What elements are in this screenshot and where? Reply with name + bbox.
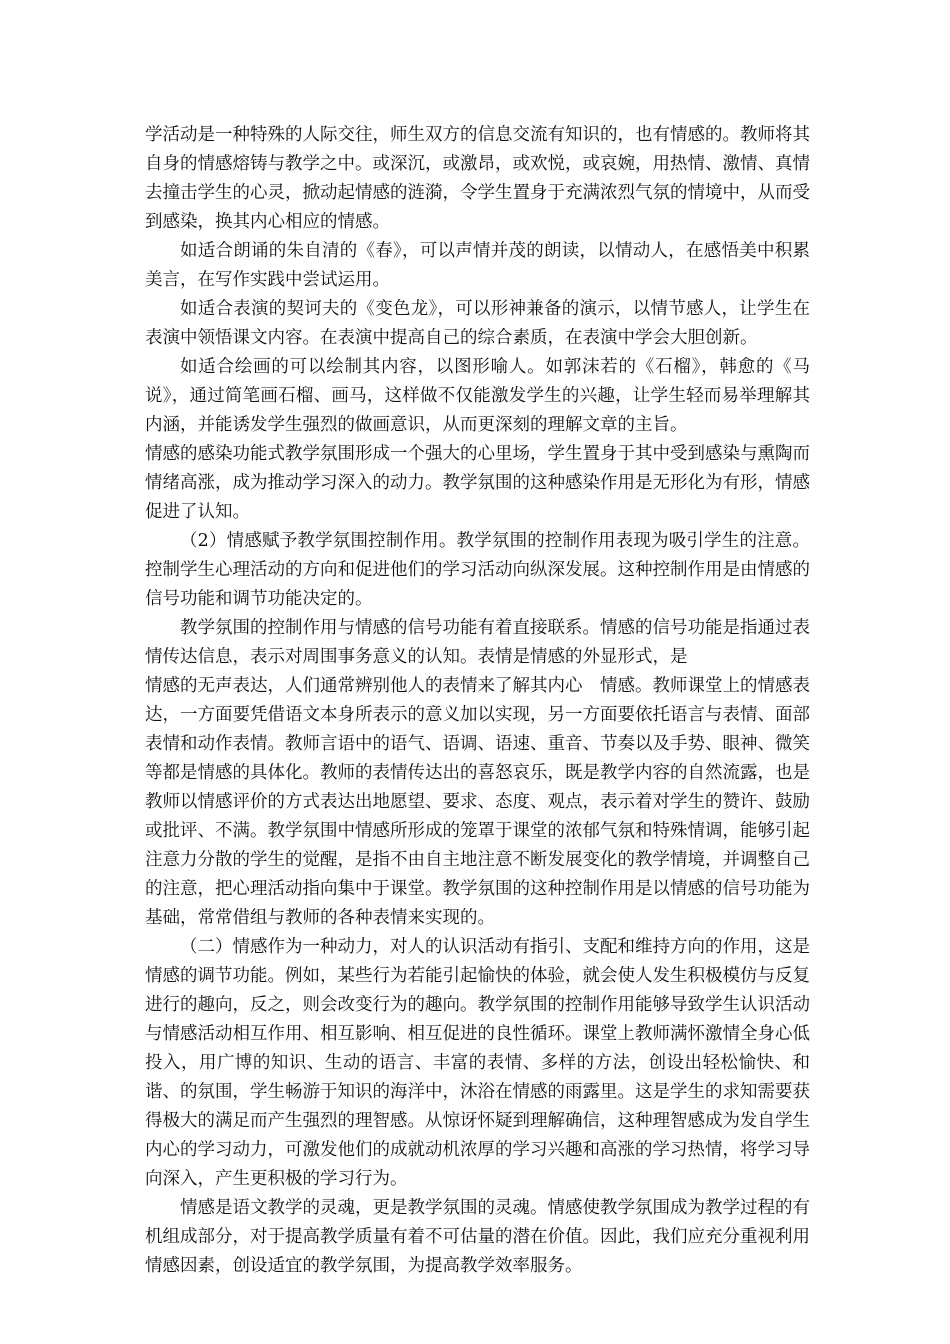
paragraph: （二）情感作为一种动力，对人的认识活动有指引、支配和维持方向的作用，这是情感的调节功能。例如，某些行为若能引起愉快的体验，就会使人发生积极模仿与反复进行的趣向，反之，则会改变行为的趣向。教学氛围的控制作用能够导致学生认识活动与情感活动相互作用、相互影响、相互促进的良性循环。课堂上教师满怀激情全身心低投入，用广博的知识、生动的语言、丰富的表情、多样的方法，创设出轻松愉快、和谐、的氛围，学生畅游于知识的海洋中，沐浴在情感的雨露里。这是学生的求知需要获得极大的满足而产生强烈的理智感。从惊讶怀疑到理解确信，这种理智感成为发自学生内心的学习动力，可激发他们的成就动机浓厚的学习兴趣和高涨的学习热情，将学习导向深入，产生更积极的学习行为。 — [145, 937, 810, 1189]
paragraph: 情感的无声表达，人们通常辨别他人的表情来了解其内心 情感。教师课堂上的情感表达，一方面要凭借语文本身所表示的意义加以实现，另一方面要依托语言与表情、面部表情和动作表情。教师言语中的语气、语调、语速、重音、节奏以及手势、眼神、微笑等都是情感的具体化。教师的表情传达出的喜怒哀乐，既是教学内容的自然流露，也是教师以情感评价的方式表达出地愿望、要求、态度、观点，表示着对学生的赞许、鼓励或批评、不满。教学氛围中情感所形成的笼罩于课堂的浓郁气氛和特殊情调，能够引起注意力分散的学生的觉醒，是指不由自主地注意不断发展变化的教学情境，并调整自己的注意，把心理活动指向集中于课堂。教学氛围的这种控制作用是以情感的信号功能为基础，常常借组与教师的各种表情来实现的。 — [145, 676, 810, 928]
paragraph: 教学氛围的控制作用与情感的信号功能有着直接联系。情感的信号功能是指通过表情传达信息，表示对周围事务意义的认知。表情是情感的外显形式，是 — [145, 618, 810, 667]
paragraph: （2）情感赋予教学氛围控制作用。教学氛围的控制作用表现为吸引学生的注意。控制学生心理活动的方向和促进他们的学习活动向纵深发展。这种控制作用是由情感的信号功能和调节功能决定的。 — [145, 531, 810, 609]
paragraph: 如适合绘画的可以绘制其内容，以图形喻人。如郭沫若的《石榴》，韩愈的《马说》，通过简笔画石榴、画马，这样做不仅能激发学生的兴趣，让学生轻而易举理解其内涵，并能诱发学生强烈的做画意识，从而更深刻的理解文章的主旨。 — [145, 357, 810, 435]
paragraph: 如适合朗诵的朱自清的《春》，可以声情并茂的朗读，以情动人，在感悟美中积累美言，在写作实践中尝试运用。 — [145, 241, 810, 290]
paragraph: 情感的感染功能式教学氛围形成一个强大的心里场，学生置身于其中受到感染与熏陶而情绪高涨，成为推动学习深入的动力。教学氛围的这种感染作用是无形化为有形，情感促进了认知。 — [145, 444, 810, 522]
paragraph: 学活动是一种特殊的人际交往，师生双方的信息交流有知识的，也有情感的。教师将其自身的情感熔铸与教学之中。或深沉，或激昂，或欢悦，或哀婉，用热情、激情、真情去撞击学生的心灵，掀动起情感的涟漪，令学生置身于充满浓烈气氛的情境中，从而受到感染，换其内心相应的情感。 — [145, 125, 810, 232]
paragraph: 如适合表演的契诃夫的《变色龙》，可以形神兼备的演示，以情节感人，让学生在表演中领悟课文内容。在表演中提高自己的综合素质，在表演中学会大胆创新。 — [145, 299, 810, 348]
paragraph: 情感是语文教学的灵魂，更是教学氛围的灵魂。情感使教学氛围成为教学过程的有机组成部分，对于提高教学质量有着不可估量的潜在价值。因此，我们应充分重视利用情感因素，创设适宜的教学氛围，为提高教学效率服务。 — [145, 1198, 810, 1276]
document-body — [145, 121, 810, 1281]
